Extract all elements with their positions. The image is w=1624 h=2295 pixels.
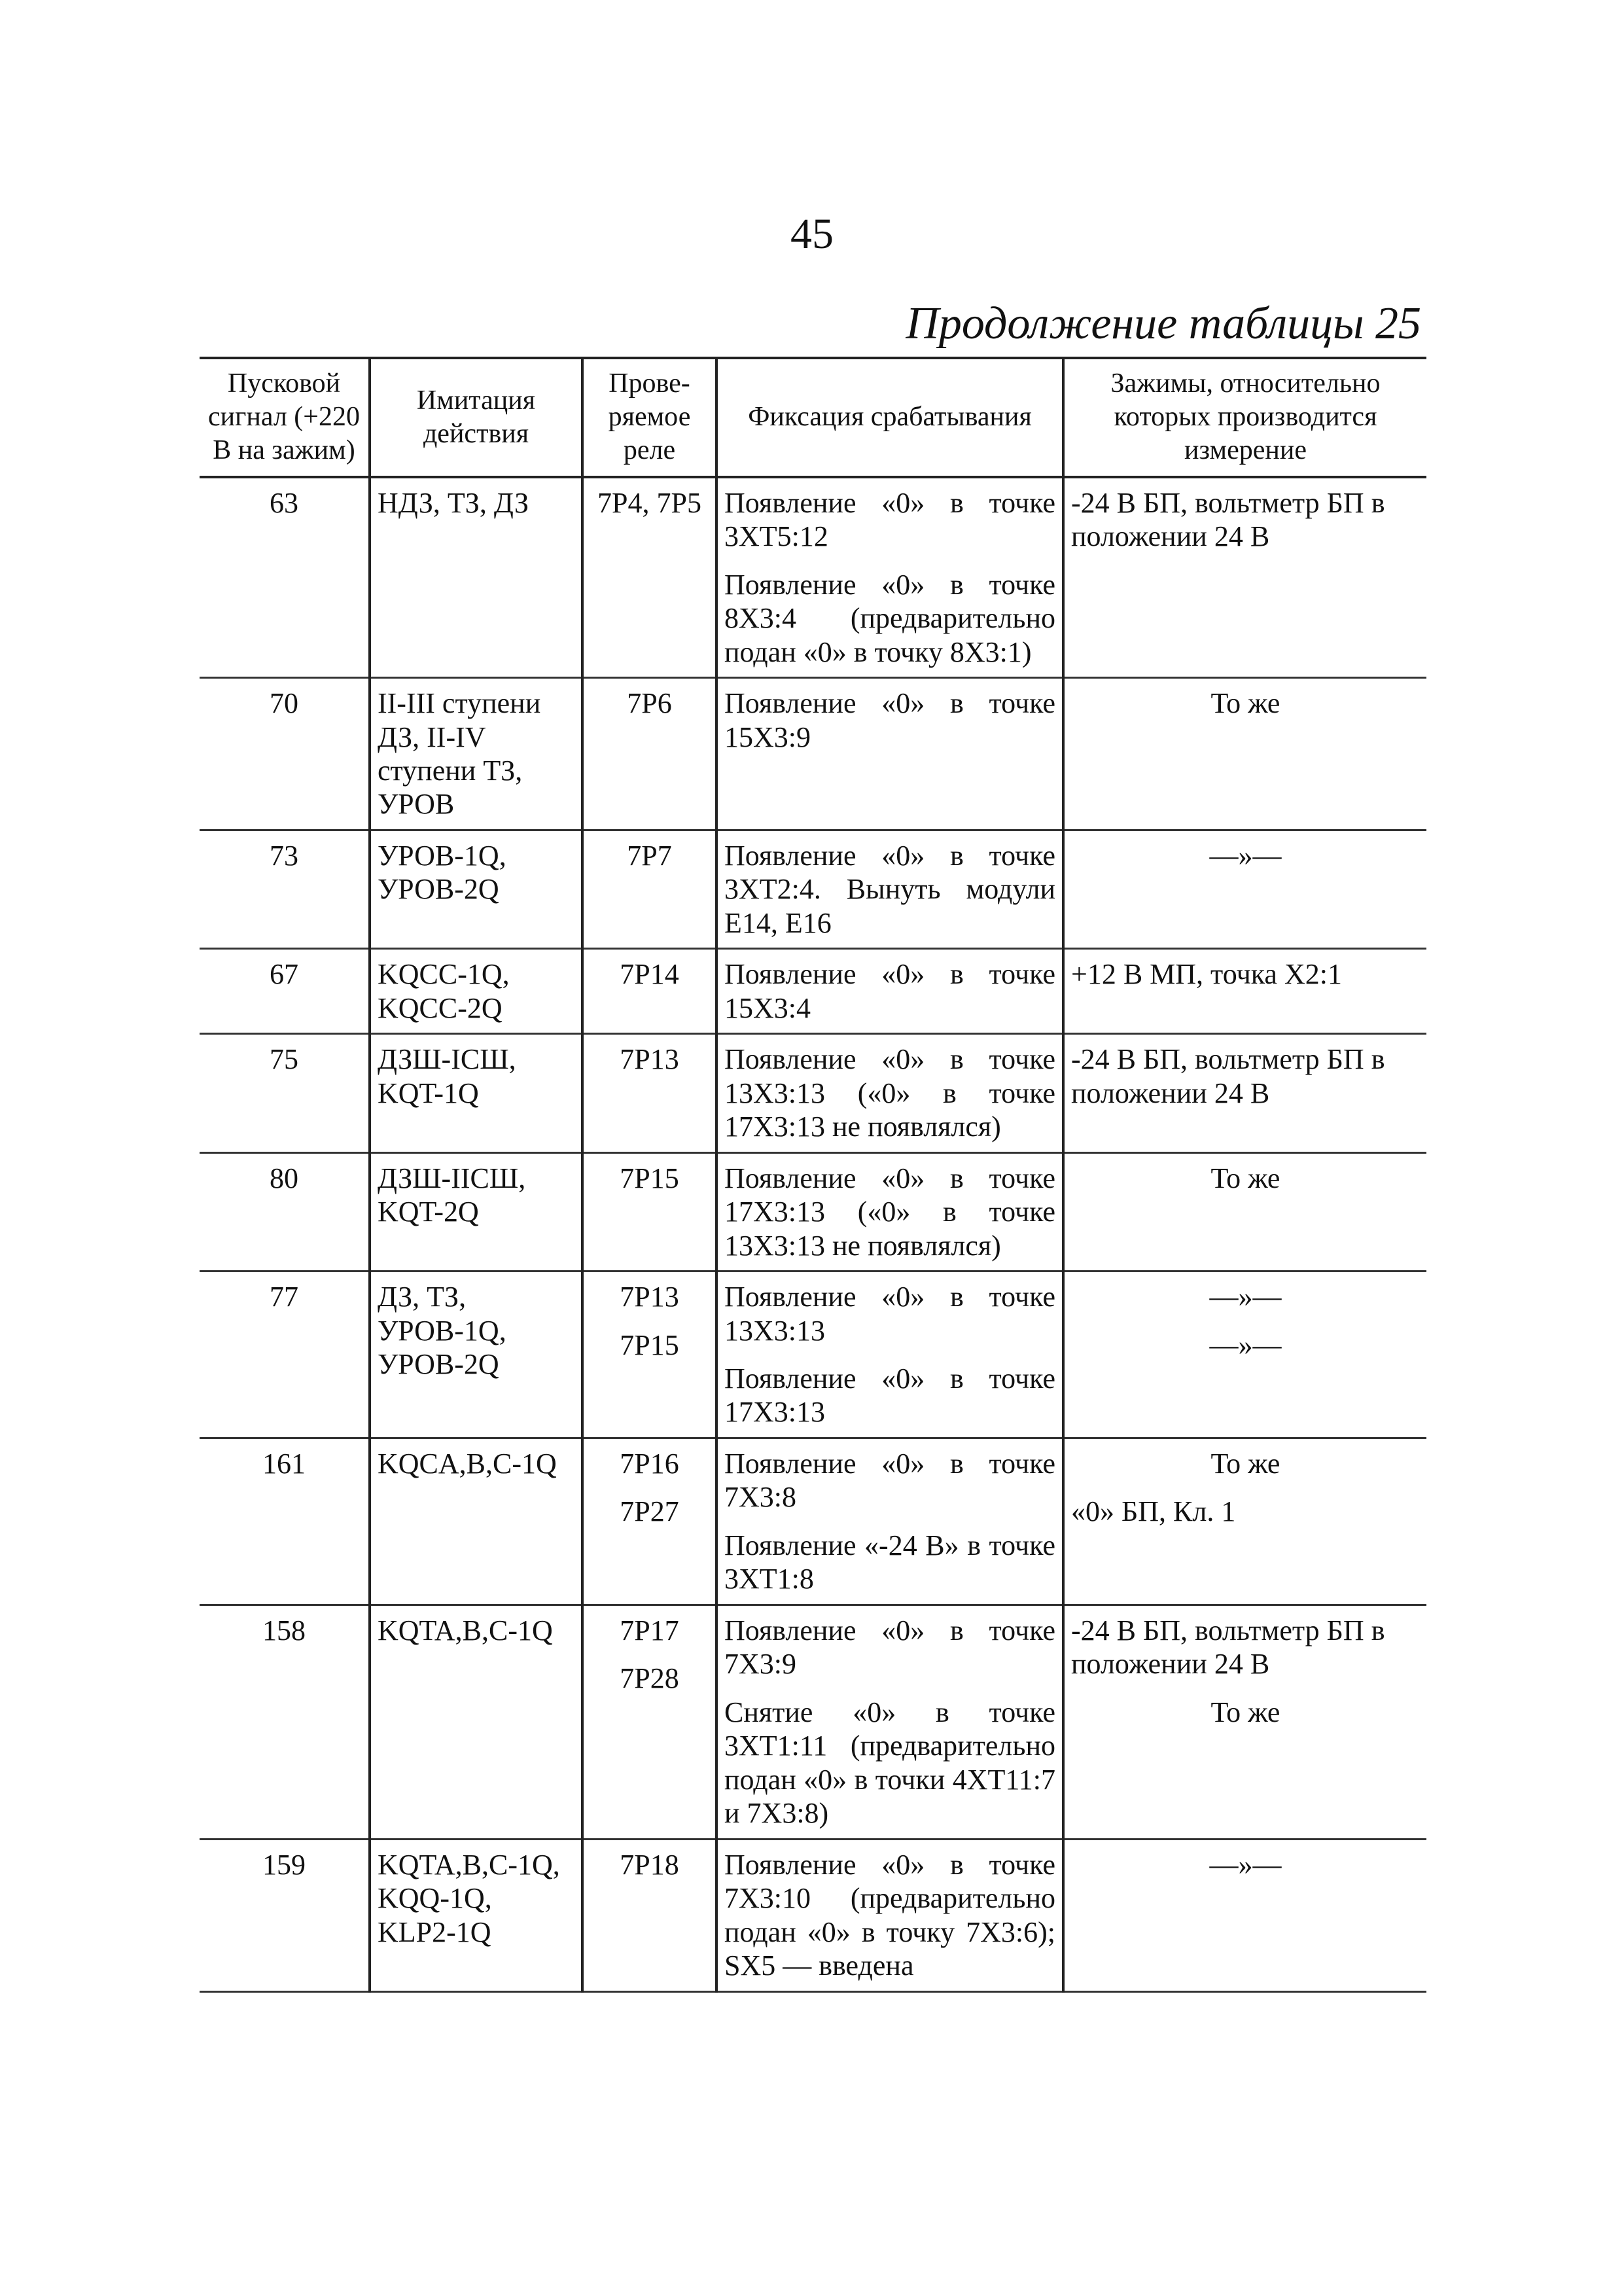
action-cell: II-III ступени ДЗ, II-IV ступени ТЗ, УРОВ [370, 678, 582, 830]
action-cell: ДЗ, ТЗ, УРОВ-1Q, УРОВ-2Q [370, 1272, 582, 1438]
fixation-text: Появление «0» в точке 15Х3:4 [724, 958, 1055, 1024]
relay-value: 7Р28 [620, 1662, 679, 1695]
table-row [200, 477, 1426, 678]
action-cell: KQCA,B,C-1Q [370, 1438, 582, 1605]
table-row [200, 1034, 1426, 1152]
terminals-text: —»— [1209, 1328, 1282, 1361]
terminals-cell [1063, 1272, 1426, 1438]
terminals-cell [1063, 1605, 1426, 1839]
relay-value: 7Р16 [620, 1447, 679, 1480]
relay-value: 7Р27 [620, 1495, 679, 1528]
relay-cell [582, 830, 716, 948]
terminals-text: —»— [1209, 1281, 1282, 1313]
start-signal-cell: 70 [270, 687, 298, 720]
header-action: Имитация действия [370, 358, 582, 477]
relay-value: 7Р18 [620, 1848, 679, 1881]
action-cell: KQTA,B,C-1Q [370, 1605, 582, 1839]
action-cell: KQTA,B,C-1Q, KQQ-1Q, KLP2-1Q [370, 1839, 582, 1991]
start-signal-cell: 158 [262, 1614, 306, 1646]
relay-cell [582, 1839, 716, 1991]
relay-test-table [200, 357, 1426, 1993]
relay-value: 7Р15 [620, 1328, 679, 1361]
relay-value: 7Р4, 7Р5 [597, 486, 701, 519]
terminals-text: То же [1210, 1696, 1280, 1728]
table-row [200, 1605, 1426, 1839]
terminals-cell [1063, 830, 1426, 948]
start-signal-cell: 77 [270, 1281, 298, 1313]
start-signal-cell: 159 [262, 1848, 306, 1881]
terminals-text: —»— [1209, 1848, 1282, 1881]
fixation-text: Появление «0» в точке 7Х3:8 [724, 1447, 1055, 1514]
fixation-cell [716, 678, 1063, 830]
table-body [200, 477, 1426, 1991]
header-start-signal: Пусковой сигнал (+220 В на зажим) [208, 368, 360, 466]
relay-cell [582, 1438, 716, 1605]
fixation-text: Появление «-24 В» в точке 3ХТ1:8 [724, 1529, 1055, 1595]
terminals-cell [1063, 678, 1426, 830]
terminals-text: То же [1210, 687, 1280, 720]
relay-cell [582, 1034, 716, 1152]
relay-cell [582, 1152, 716, 1271]
table-caption: Продолжение таблицы 25 [906, 298, 1421, 349]
table-row [200, 830, 1426, 948]
start-signal-cell: 67 [270, 958, 298, 991]
relay-value: 7Р15 [620, 1162, 679, 1194]
table-row [200, 949, 1426, 1034]
relay-cell [582, 477, 716, 678]
start-signal-cell: 63 [270, 486, 298, 519]
relay-cell [582, 1605, 716, 1839]
fixation-cell [716, 949, 1063, 1034]
relay-value: 7Р13 [620, 1281, 679, 1313]
start-signal-cell: 161 [262, 1447, 306, 1480]
action-cell: УРОВ-1Q, УРОВ-2Q [370, 830, 582, 948]
action-cell: ДЗШ-ICШ, KQT-1Q [370, 1034, 582, 1152]
header-terminals: Зажимы, относительно которых производится измерение [1063, 358, 1426, 477]
fixation-text: Появление «0» в точке 3ХТ5:12 [724, 486, 1055, 553]
fixation-text: Снятие «0» в точке 3ХТ1:11 (предварительно подан «0» в точки 4ХТ11:7 и 7Х3:8) [724, 1696, 1055, 1830]
relay-cell [582, 1272, 716, 1438]
page-number: 45 [790, 210, 834, 258]
fixation-cell [716, 477, 1063, 678]
terminals-cell [1063, 949, 1426, 1034]
relay-cell [582, 949, 716, 1034]
terminals-text: «0» БП, Кл. 1 [1071, 1495, 1236, 1528]
terminals-text: То же [1210, 1162, 1280, 1194]
terminals-cell [1063, 477, 1426, 678]
fixation-cell [716, 830, 1063, 948]
terminals-text: То же [1210, 1447, 1280, 1480]
fixation-text: Появление «0» в точке 7Х3:9 [724, 1614, 1055, 1681]
action-cell: ДЗШ-IICШ, KQT-2Q [370, 1152, 582, 1271]
terminals-text: -24 В БП, вольтметр БП в положении 24 В [1071, 1043, 1385, 1109]
header-fixation: Фиксация срабатывания [716, 358, 1063, 477]
table-row [200, 1438, 1426, 1605]
fixation-text: Появление «0» в точке 13Х3:13 («0» в точке 17Х3:13 не появлялся) [724, 1043, 1055, 1143]
fixation-cell [716, 1034, 1063, 1152]
start-signal-cell: 75 [270, 1043, 298, 1076]
fixation-cell [716, 1152, 1063, 1271]
fixation-text: Появление «0» в точке 13Х3:13 [724, 1281, 1055, 1347]
terminals-text: +12 В МП, точка Х2:1 [1071, 958, 1342, 991]
fixation-text: Появление «0» в точке 8Х3:4 (предварительно подан «0» в точку 8Х3:1) [724, 568, 1055, 668]
terminals-cell [1063, 1438, 1426, 1605]
terminals-text: -24 В БП, вольтметр БП в положении 24 В [1071, 486, 1385, 553]
start-signal-cell: 73 [270, 839, 298, 872]
fixation-text: Появление «0» в точке 17Х3:13 («0» в точке 13Х3:13 не появлялся) [724, 1162, 1055, 1262]
table-header-row [200, 358, 1426, 477]
fixation-text: Появление «0» в точке 15Х3:9 [724, 687, 1055, 753]
relay-value: 7Р6 [627, 687, 672, 720]
terminals-cell [1063, 1839, 1426, 1991]
fixation-cell [716, 1839, 1063, 1991]
start-signal-cell: 80 [270, 1162, 298, 1194]
relay-value: 7Р7 [627, 839, 672, 872]
table-row [200, 1272, 1426, 1438]
relay-value: 7Р17 [620, 1614, 679, 1646]
fixation-text: Появление «0» в точке 17Х3:13 [724, 1362, 1055, 1429]
relay-value: 7Р13 [620, 1043, 679, 1076]
fixation-cell [716, 1438, 1063, 1605]
terminals-text: —»— [1209, 839, 1282, 872]
fixation-cell [716, 1272, 1063, 1438]
table-row [200, 1152, 1426, 1271]
action-cell: KQCC-1Q, KQCC-2Q [370, 949, 582, 1034]
relay-cell [582, 678, 716, 830]
terminals-cell [1063, 1034, 1426, 1152]
fixation-cell [716, 1605, 1063, 1839]
relay-value: 7Р14 [620, 958, 679, 991]
terminals-text: -24 В БП, вольтметр БП в положении 24 В [1071, 1614, 1385, 1681]
table-row [200, 1839, 1426, 1991]
action-cell: НДЗ, ТЗ, ДЗ [370, 477, 582, 678]
fixation-text: Появление «0» в точке 7Х3:10 (предварительно подан «0» в точку 7Х3:6); SX5 — введена [724, 1848, 1055, 1982]
terminals-cell [1063, 1152, 1426, 1271]
fixation-text: Появление «0» в точке 3ХТ2:4. Вынуть модули Е14, Е16 [724, 839, 1055, 939]
table-row [200, 678, 1426, 830]
header-relay: Прове-ряемое реле [582, 358, 716, 477]
